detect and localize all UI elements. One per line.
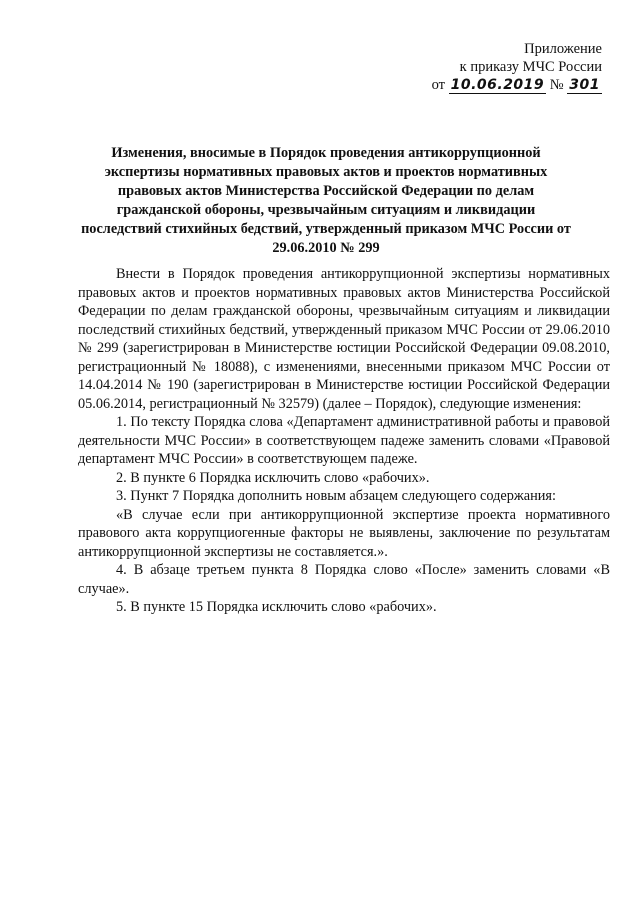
paragraph-item-3: 3. Пункт 7 Порядка дополнить новым абзацем следующего содержания: bbox=[116, 488, 556, 504]
appendix-label: Приложение bbox=[524, 41, 602, 57]
paragraph-item-5: 5. В пункте 15 Порядка исключить слово «рабочих». bbox=[116, 599, 437, 615]
handwritten-date: 10.06.2019 bbox=[450, 77, 545, 93]
paragraph-item-3-quote: «В случае если при антикоррупционной экспертизе проекта нормативного правового акта коррупциогенные факторы не выявлены, заключение по результатам антикоррупционной экспертизы не составляется.». bbox=[78, 506, 610, 560]
appendix-header bbox=[382, 40, 602, 94]
paragraph-intro: Внести в Порядок проведения антикоррупционной экспертизы нормативных правовых актов и проектов нормативных правовых актов Министерства Российской Федерации по делам гражданской обороны, чрезвычайным ситуациям и ликвидации последствий стихийных бедствий, утвержденный приказом МЧС России от 29.06.2010 № 299 (зарегистрирован в Министерстве юстиции Российской Федерации 09.08.2010, регистрационный № 18088), с изменениями, внесенными приказом МЧС России от 14.04.2014 № 190 (зарегистрирован в Министерстве юстиции Российской Федерации 05.06.2014, регистрационный № 32579) (далее – Порядок), следующие изменения: bbox=[78, 266, 610, 412]
document-title: Изменения, вносимые в Порядок проведения антикоррупционной экспертизы нормативных правовых актов и проектов нормативных правовых актов Министерства Российской Федерации по делам гражданской обороны, чрезвычайным ситуациям и ликвидации последствий стихийных бедствий, утвержденный приказом МЧС России от 29.06.2010 № 299 bbox=[81, 145, 571, 256]
paragraph-item-4: 4. В абзаце третьем пункта 8 Порядка слово «После» заменить словами «В случае». bbox=[78, 562, 610, 597]
document-body bbox=[78, 265, 610, 617]
number-label: № bbox=[549, 77, 564, 93]
from-label: от bbox=[431, 77, 445, 93]
appendix-date-number-line bbox=[382, 76, 602, 94]
appendix-order-reference: к приказу МЧС России bbox=[459, 59, 602, 75]
handwritten-number: 301 bbox=[569, 77, 600, 93]
paragraph-item-1: 1. По тексту Порядка слова «Департамент административной работы и правовой деятельности МЧС России» в соответствующем падеже заменить словами «Правовой департамент МЧС России» в соответствующем падеже. bbox=[78, 414, 610, 467]
paragraph-item-2: 2. В пункте 6 Порядка исключить слово «рабочих». bbox=[116, 469, 430, 486]
